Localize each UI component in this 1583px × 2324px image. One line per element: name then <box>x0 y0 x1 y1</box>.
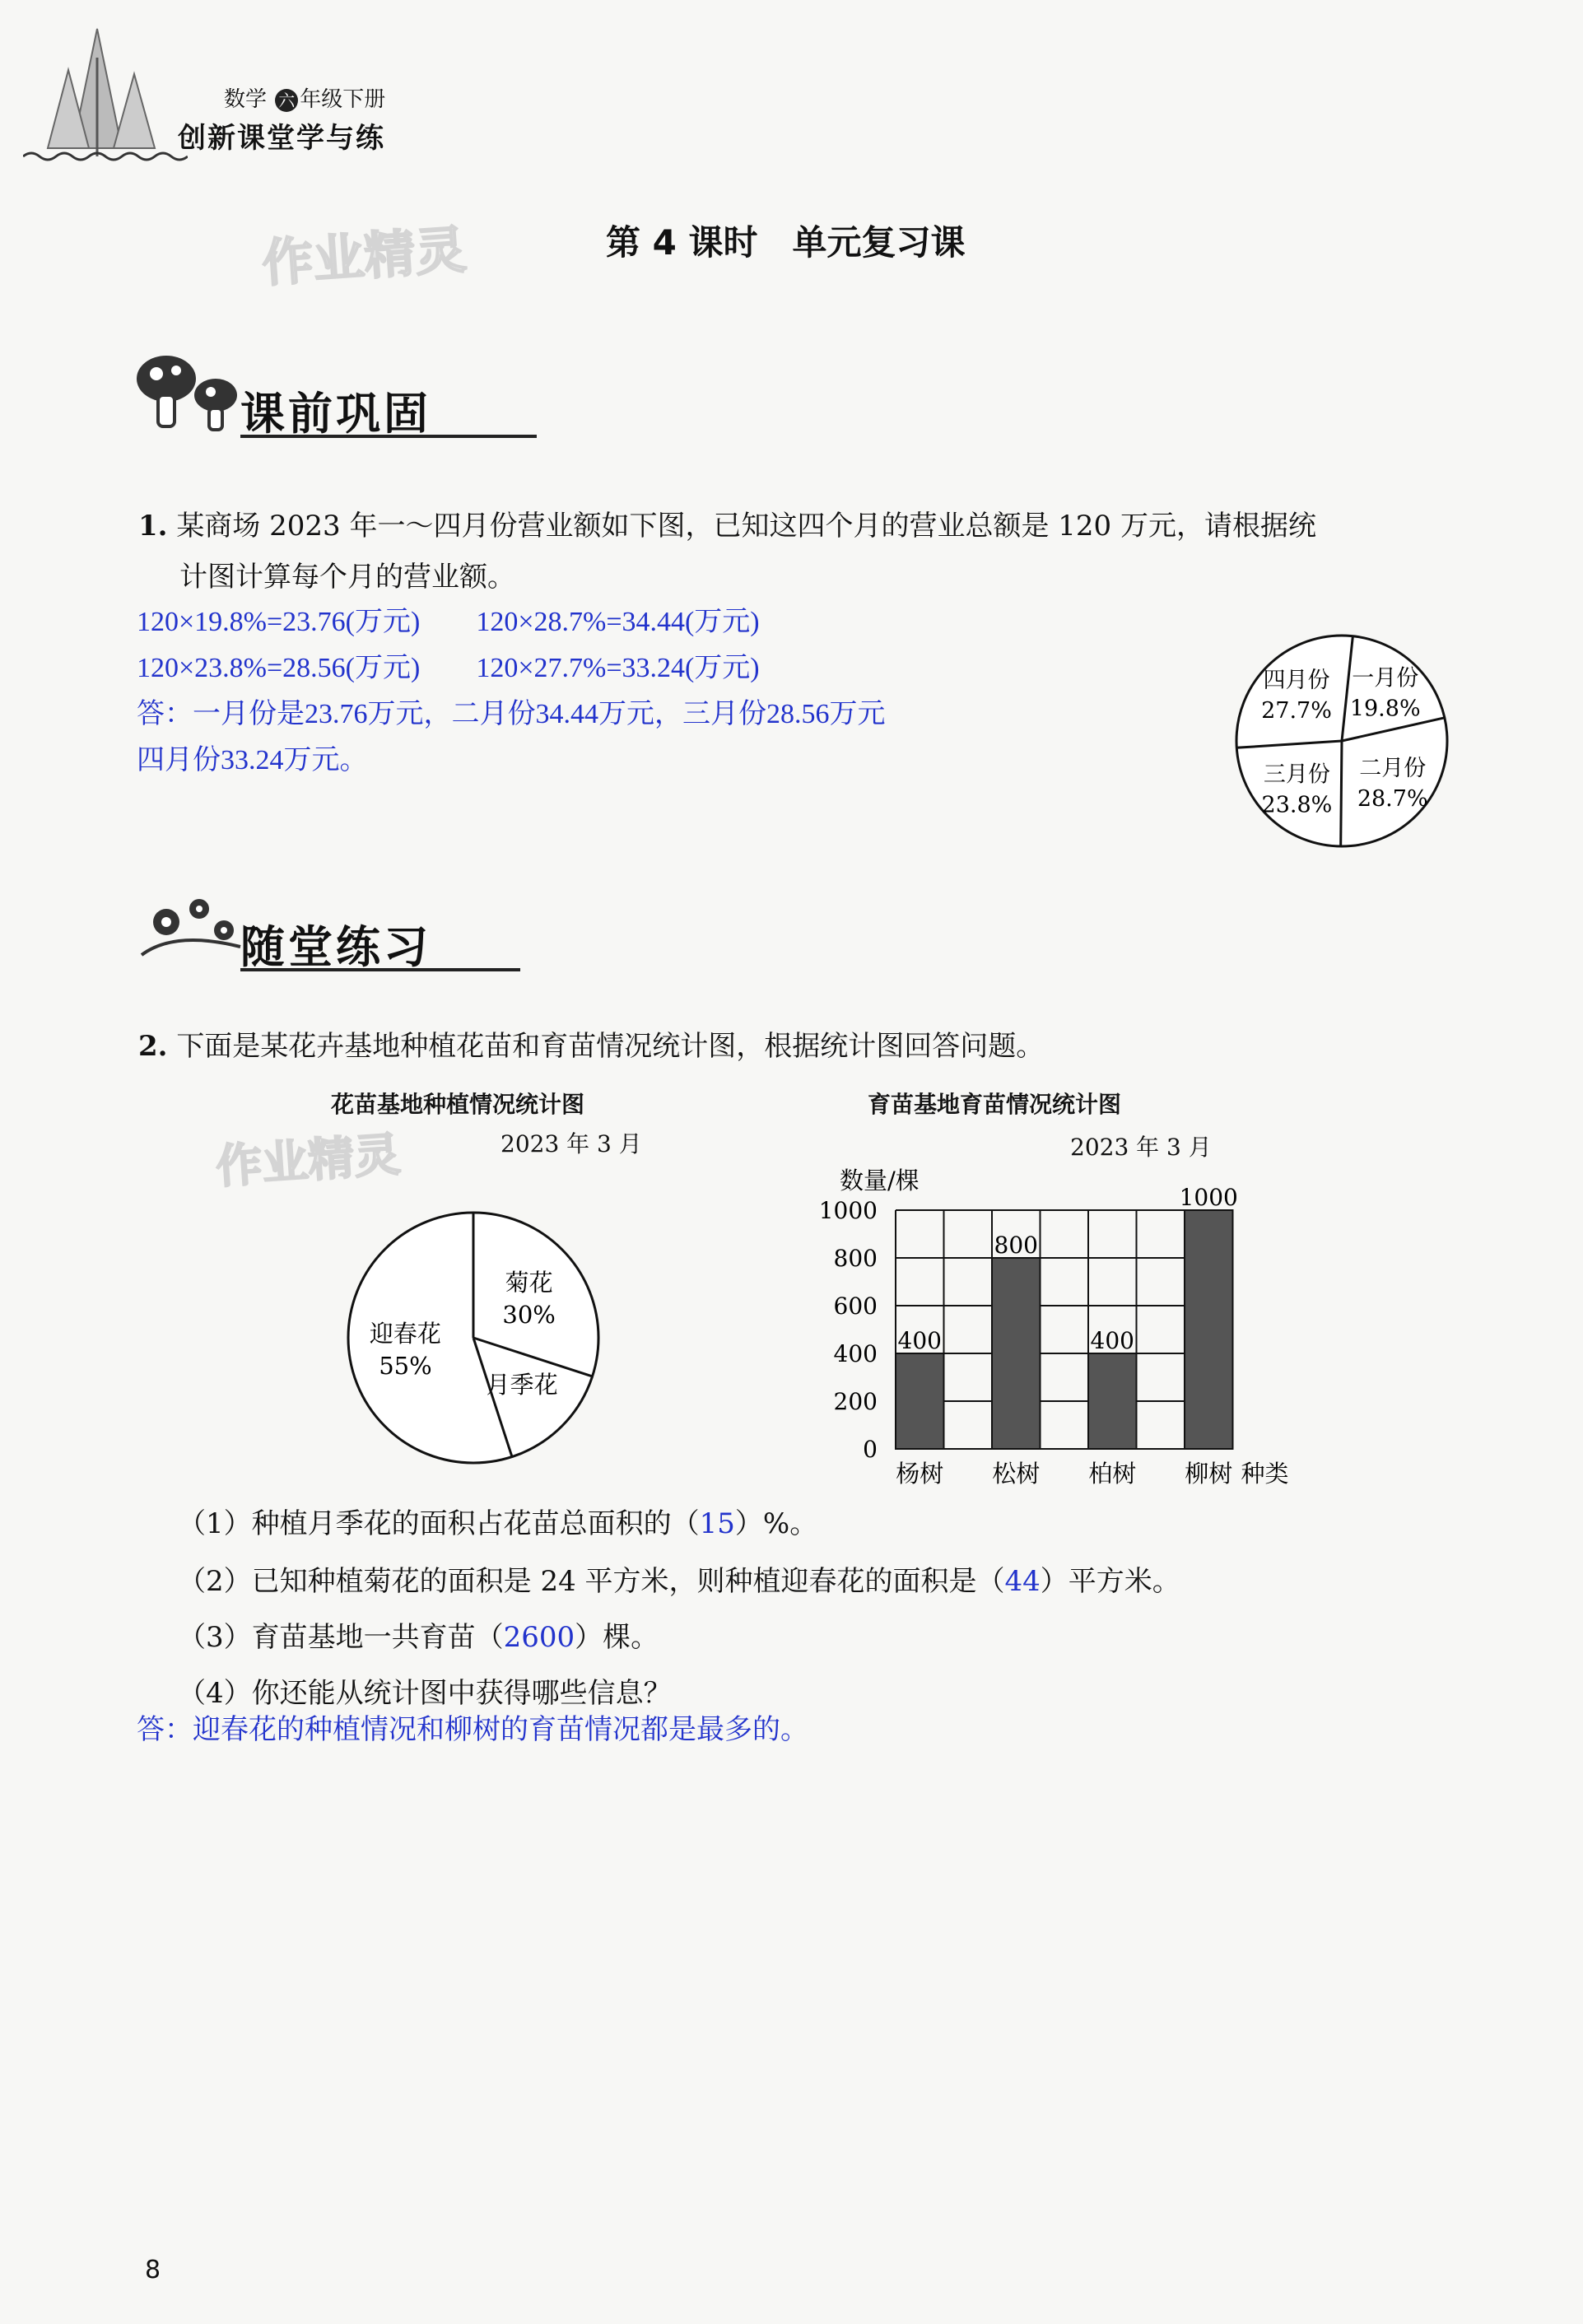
section-underline <box>240 968 520 971</box>
pie-chart-sales <box>1218 617 1465 864</box>
pie-value-二月份: 28.7% <box>1357 785 1428 812</box>
bar-松树 <box>992 1258 1041 1449</box>
y-tick-label: 0 <box>863 1436 878 1463</box>
bar-chart-title: 育苗基地育苗情况统计图 <box>868 1091 1122 1118</box>
question-1: 1. 某商场 2023 年一～四月份营业额如下图，已知这四个月的营业总额是 120 万元，请根据统 <box>138 510 1316 543</box>
pie-value-三月份: 23.8% <box>1261 792 1333 818</box>
section-title-practice: 随堂练习 <box>240 921 431 973</box>
pie-label-菊花: 菊花 <box>505 1268 553 1297</box>
bar-value-label: 400 <box>1090 1327 1134 1354</box>
pie-label-二月份: 二月份 <box>1359 755 1427 781</box>
y-tick-label: 400 <box>833 1340 878 1367</box>
bar-柳树 <box>1185 1210 1233 1449</box>
answer-blank: 44 <box>1004 1565 1041 1598</box>
question-2-2: （2）已知种植菊花的面积是 24 平方米，则种植迎春花的面积是（44）平方米。 <box>178 1565 1180 1598</box>
x-tick-label: 柳树 <box>1185 1460 1233 1488</box>
pie-chart-title: 花苗基地种植情况统计图 <box>331 1091 585 1118</box>
pie-label-月季花: 月季花 <box>486 1371 558 1400</box>
bar-杨树 <box>896 1353 944 1449</box>
q2-4-answer: 答：迎春花的种植情况和柳树的育苗情况都是最多的。 <box>137 1715 808 1745</box>
question-2: 2. 下面是某花卉基地种植花苗和育苗情况统计图，根据统计图回答问题。 <box>138 1030 1045 1063</box>
book-title: 创新课堂学与练 <box>178 122 385 155</box>
watermark: 作业精灵 <box>214 1128 403 1195</box>
y-tick-label: 1000 <box>818 1197 878 1224</box>
tree-logo-icon <box>23 25 188 165</box>
bar-chart-seedlings <box>757 1156 1317 1502</box>
question-2-3: （3）育苗基地一共育苗（2600）棵。 <box>178 1621 659 1654</box>
y-tick-label: 600 <box>833 1292 878 1320</box>
y-axis-label: 数量/棵 <box>840 1167 920 1195</box>
pie-label-四月份: 四月份 <box>1263 667 1330 693</box>
section-title-preview: 课前巩固 <box>240 388 431 440</box>
section-underline <box>240 435 537 438</box>
pie-value-一月份: 19.8% <box>1349 696 1421 722</box>
x-tick-label: 柏树 <box>1088 1460 1137 1488</box>
mushroom-icon <box>133 346 249 445</box>
bar-value-label: 400 <box>897 1327 942 1354</box>
pie-slice-三月份 <box>1341 741 1342 846</box>
pie-value-四月份: 27.7% <box>1261 697 1332 724</box>
bar-value-label: 1000 <box>1179 1184 1238 1211</box>
pie-value-菊花: 30% <box>502 1300 556 1329</box>
grade-badge: 六 <box>275 89 298 112</box>
x-tick-label: 杨树 <box>896 1460 944 1488</box>
y-tick-label: 200 <box>833 1388 878 1415</box>
bar-柏树 <box>1088 1353 1137 1449</box>
flower-icon <box>133 881 249 971</box>
x-tick-label: 松树 <box>992 1460 1041 1488</box>
page-number: 8 <box>145 2256 161 2284</box>
answer-line: 答：一月份是23.76万元，二月份34.44万元，三月份28.56万元 <box>137 699 886 729</box>
q1-answer <box>137 599 886 784</box>
x-axis-label: 种类 <box>1241 1460 1289 1488</box>
answer-line: 120×19.8%=23.76(万元) 120×28.7%=34.44(万元) <box>137 607 760 637</box>
pie-label-迎春花: 迎春花 <box>369 1320 441 1348</box>
pie-label-一月份: 一月份 <box>1352 665 1419 692</box>
header-subject: 数学 六 年级下册 <box>224 87 386 112</box>
pie-chart-subtitle: 2023 年 3 月 <box>501 1130 642 1157</box>
answer-line: 四月份33.24万元。 <box>137 745 368 775</box>
pie-chart-planting <box>338 1202 609 1474</box>
watermark: 作业精灵 <box>260 219 468 294</box>
bar-value-label: 800 <box>994 1232 1038 1259</box>
pie-value-迎春花: 55% <box>379 1352 432 1381</box>
bar-chart-subtitle: 2023 年 3 月 <box>1070 1134 1212 1161</box>
question-1-line2: 计图计算每个月的营业额。 <box>179 561 515 594</box>
question-2-4: （4）你还能从统计图中获得哪些信息？ <box>178 1677 672 1710</box>
pie-label-三月份: 三月份 <box>1263 761 1330 788</box>
question-2-1: （1）种植月季花的面积占花苗总面积的（15）%。 <box>178 1507 818 1540</box>
y-tick-label: 800 <box>833 1245 878 1272</box>
answer-blank: 15 <box>699 1507 735 1540</box>
lesson-title: 第 4 课时 单元复习课 <box>606 222 966 263</box>
answer-line: 120×23.8%=28.56(万元) 120×27.7%=33.24(万元) <box>137 653 760 683</box>
answer-blank: 2600 <box>503 1621 575 1654</box>
